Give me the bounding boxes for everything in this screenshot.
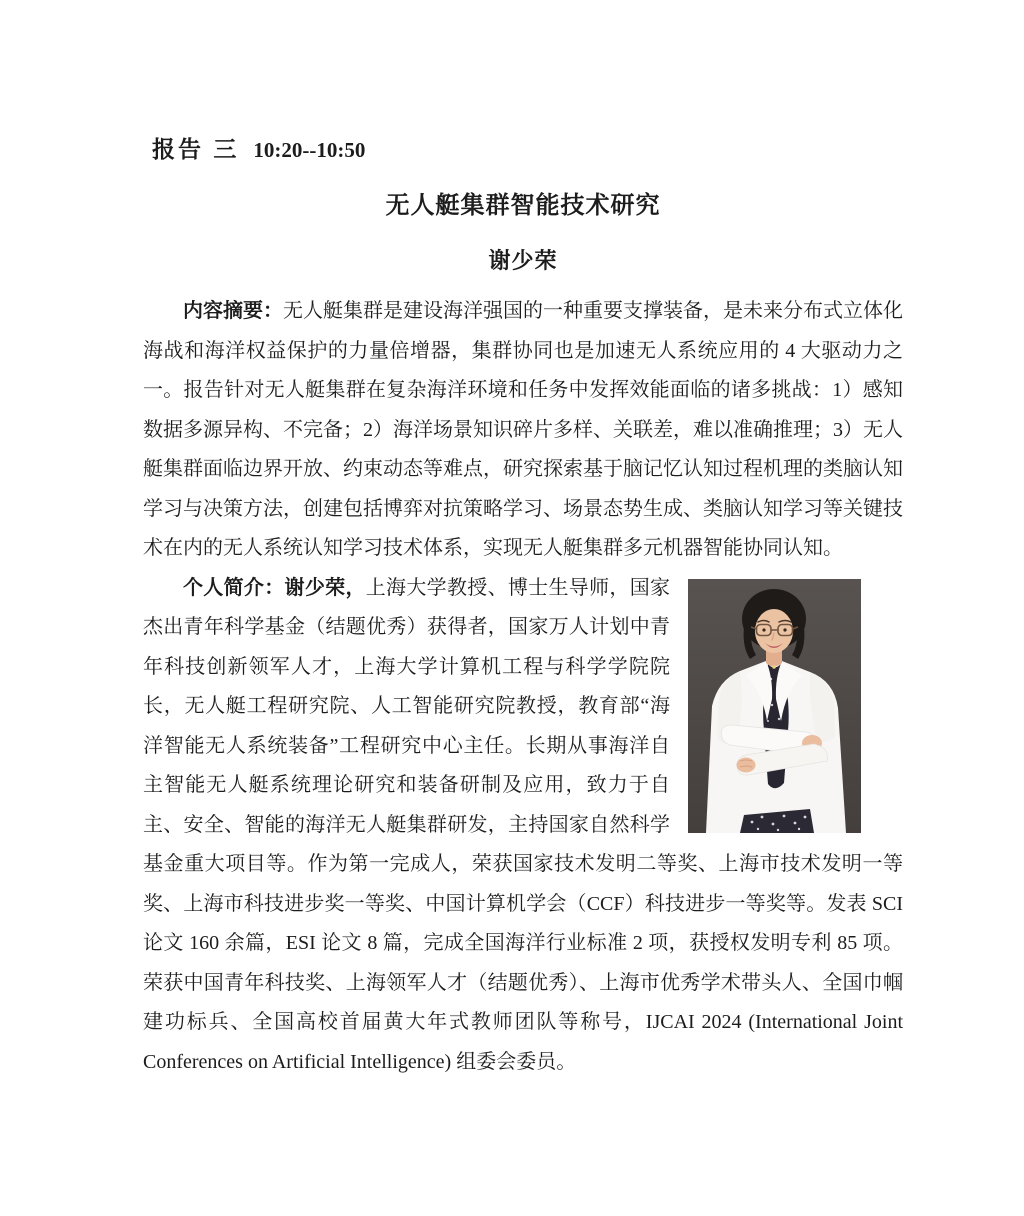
speaker-name: 谢少荣 — [488, 248, 558, 273]
bio-label: 个人简介： — [183, 576, 285, 599]
portrait-eye-left — [762, 628, 765, 631]
speaker-portrait-svg — [688, 579, 861, 833]
page-content — [143, 131, 903, 1082]
abstract-paragraph — [143, 292, 903, 569]
abstract-text: 无人艇集群是建设海洋强国的一种重要支撑装备，是未来分布式立体化海战和海洋权益保护的力量倍增器，集群协同也是加速无人系统应用的 4 大驱动力之一。报告针对无人艇集群在复杂海洋环境和任务中发挥效能面临的诸多挑战：1）感知数据多源异构、不完备；2）海洋场景知识碎片多样、关联差，难以准确推理；3）无人艇集群面临边界开放、约束动态等难点，研究探索基于脑记忆认知过程机理的类脑认知学习与决策方法，创建包括博弈对抗策略学习、场景态势生成、类脑认知学习等关键技术在内的无人系统认知学习技术体系，实现无人艇集群多元机器智能协同认知。 — [143, 300, 903, 559]
bio-section — [143, 569, 903, 1083]
portrait-eye-right — [783, 628, 786, 631]
report-time: 10:20--10:50 — [253, 138, 366, 162]
talk-title: 无人艇集群智能技术研究 — [385, 192, 661, 219]
report-label: 报告 三 — [152, 136, 240, 162]
abstract-label: 内容摘要： — [183, 300, 283, 322]
portrait-necklace — [772, 665, 776, 669]
portrait-face — [755, 609, 793, 653]
bio-text: 上海大学教授、博士生导师，国家杰出青年科学基金（结题优秀）获得者，国家万人计划中青年科技创新领军人才，上海大学计算机工程与科学学院院长，无人艇工程研究院、人工智能研究院教授，教育部“海洋智能无人系统装备”工程研究中心主任。长期从事海洋自主智能无人艇系统理论研究和装备研制及应用，致力于自主、安全、智能的海洋无人艇集群研发，主持国家自然科学基金重大项目等。作为第一完成人，荣获国家技术发明二等奖、上海市技术发明一等奖、上海市科技进步奖一等奖、中国计算机学会（CCF）科技进步一等奖等。发表 SCI 论文 160 余篇，ESI 论文 8 篇，完成全国海洋行业标准 2 项，获授权发明专利 85 项。荣获中国青年科技奖、上海领军人才（结题优秀）、上海市优秀学术带头人、全国巾帼建功标兵、全国高校首届黄大年式教师团队等称号，IJCAI 2024 (International Joint Conferences on Artificial Intelligence) 组委会委员。 — [143, 576, 903, 1073]
bio-name: 谢少荣， — [284, 576, 366, 599]
speaker-photo — [688, 579, 861, 833]
report-header — [143, 131, 903, 164]
